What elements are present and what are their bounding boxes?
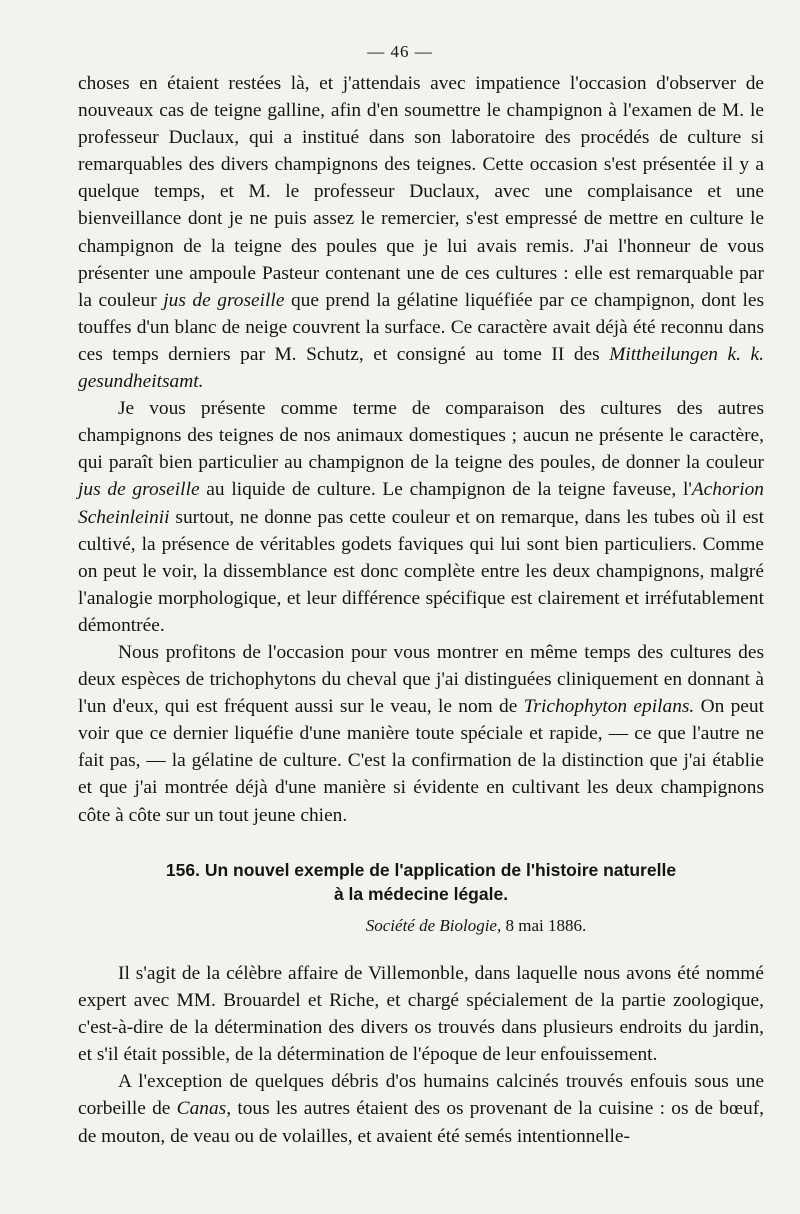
section-156 (78, 858, 764, 1150)
italic-text: Mittheilungen k. k. gesundheitsamt. (78, 343, 764, 393)
italic-text: Achorion Scheinleinii (78, 479, 764, 528)
source-name: Société de Biologie, (365, 916, 502, 935)
heading-line: 156. Un nouvel exemple de l'application de l'histoire naturelle (165, 860, 677, 880)
paragraph (78, 395, 764, 639)
text-run: surtout, ne donne pas cette couleur et on remarque, dans les tubes où il est cultivé, la présence de véritables godets faviques qui lui sont bien particuliers. Comme on peut le voir, la dissemblance est donc complète entre les deux champignons, malgré l'analogie morphologique, et leur différence spécifique est clairement et irréfutablement démontrée. (78, 506, 764, 636)
text-run: tous les autres étaient des os provenant de la cuisine : os de bœuf, de mouton, de veau ou de volailles, et avaient été semés intentionnelle- (78, 1098, 764, 1147)
text-run: On peut voir que ce dernier liquéfie d'une manière toute spéciale et rapide, — ce que l'autre ne fait pas, — la gélatine de culture. C'est la confirmation de la distinction que j'ai établie et que j'ai montrée déjà d'une manière si évidente en cultivant les deux champignons côte à côte sur un tout jeune chien. (78, 696, 764, 826)
heading-line: à la médecine légale. (333, 884, 509, 904)
text-run: Il s'agit de la célèbre affaire de Villemonble, dans laquelle nous avons été nommé expert avec MM. Brouardel et Riche, et chargé spécialement de la partie zoologique, c'est-à-dire de la détermination des divers os trouvés dans plusieurs endroits du jardin, et s'il était possible, de la détermination de l'époque de leur enfouissement. (78, 963, 764, 1066)
section-heading (78, 858, 764, 906)
source-date: 8 mai 1886. (501, 916, 587, 935)
italic-text: Trichophyton epilans. (523, 696, 695, 718)
paragraph (78, 960, 764, 1068)
text-run: choses en étaient restées là, et j'attendais avec impatience l'occasion d'observer de nouveaux cas de teigne galline, afin d'en soumettre le champignon à l'examen de M. le professeur Duclaux, qui a institué dans son laboratoire des procédés de culture si remarquables des divers champignons des teignes. Cette occasion s'est présentée il y a quelque temps, et M. le professeur Duclaux, avec une complaisance et une bienveillance dont je ne puis assez le remercier, s'est empressé de mettre en culture le champignon de la teigne des poules que je lui avais remis. J'ai l'honneur de vous présenter une ampoule Pasteur contenant une de ces cultures : elle est remarquable par la couleur (78, 73, 764, 311)
body-text (78, 70, 764, 829)
italic-text: jus de groseille (78, 479, 200, 501)
section-source (188, 916, 764, 936)
text-run: A l'exception de quelques débris d'os humains calcinés trouvés enfouis sous une corbeille de (78, 1071, 764, 1120)
italic-text: Canas, (176, 1098, 232, 1120)
section-text (78, 960, 764, 1150)
text-run: Nous profitons de l'occasion pour vous montrer en même temps des cultures des deux espèces de trichophytons du cheval que j'ai distinguées cliniquement en donnant à l'un d'eux, qui est fréquent aussi sur le veau, le nom de (78, 641, 764, 718)
paragraph (78, 70, 764, 395)
paragraph (78, 639, 764, 829)
text-run: Je vous présente comme terme de comparaison des cultures des autres champignons des teignes de nos animaux domestiques ; aucun ne présente le caractère, qui paraît bien particulier au champignon de la teigne des poules, de donner la couleur (78, 398, 764, 474)
text-run: au liquide de culture. Le champignon de la teigne faveuse, l' (199, 479, 692, 501)
paragraph (78, 1068, 764, 1149)
text-run: que prend la gélatine liquéfiée par ce champignon, dont les touffes d'un blanc de neige couvrent la surface. Ce caractère avait déjà été reconnu dans ces temps derniers par M. Schutz, et consigné au tome II des (78, 289, 764, 365)
page-number: — 46 — (367, 42, 433, 61)
italic-text: jus de groseille (163, 289, 285, 311)
